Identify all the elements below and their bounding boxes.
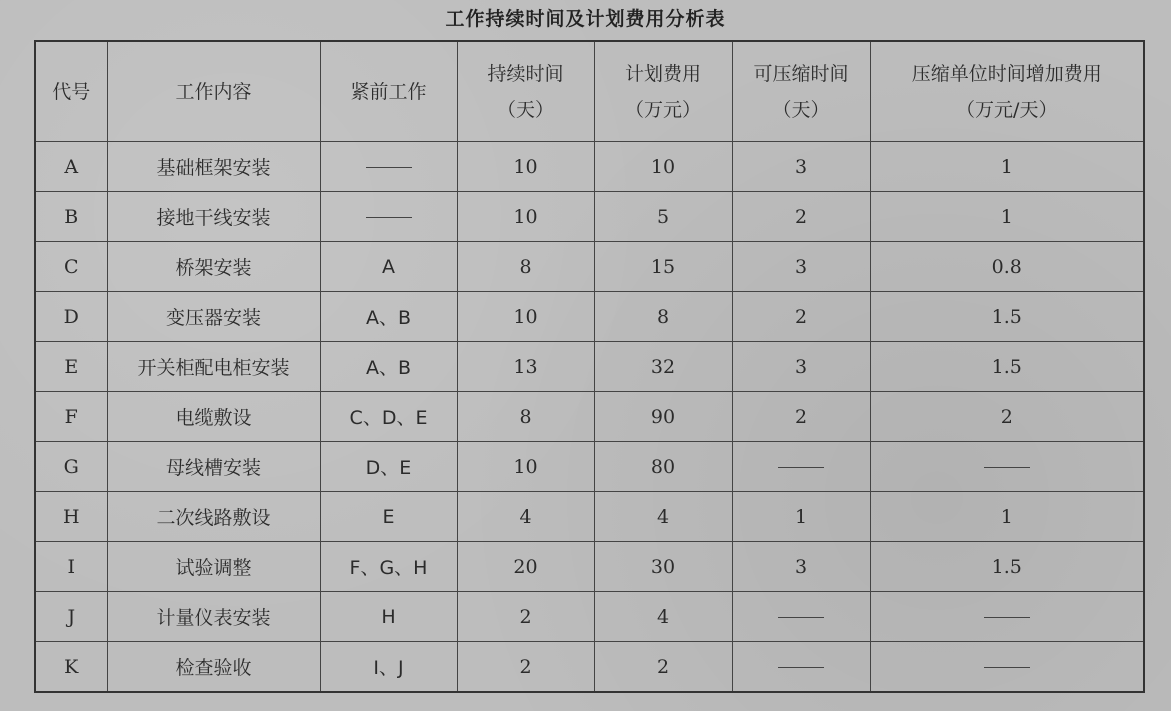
cell-compress-time [732, 492, 870, 542]
cell-cost [594, 592, 732, 642]
cell-duration-text: 4 [519, 505, 532, 528]
cell-compress-time-text: 3 [794, 555, 808, 578]
cell-unit-cost [870, 342, 1144, 392]
cell-duration [457, 292, 594, 342]
table-row [35, 392, 1144, 442]
cell-unit-cost [870, 392, 1144, 442]
cell-duration [457, 642, 594, 693]
cell-cost [594, 642, 732, 693]
cell-code-text: D [63, 305, 79, 328]
cell-cost-text: 10 [650, 155, 676, 178]
cell-code [35, 242, 107, 292]
cell-unit-cost [870, 492, 1144, 542]
cell-code-text: I [67, 555, 75, 578]
dash-line [778, 617, 824, 618]
cell-code-text: B [64, 205, 79, 228]
cell-predecessor [320, 242, 457, 292]
analysis-table [34, 40, 1145, 693]
cell-content-text: 二次线路敷设 [156, 507, 271, 529]
cell-predecessor-text: A、B [365, 307, 412, 329]
cell-duration-text: 8 [519, 405, 532, 428]
cell-predecessor [320, 292, 457, 342]
cell-code [35, 442, 107, 492]
cell-content-text: 基础框架安装 [156, 157, 271, 179]
cell-code-text: H [62, 505, 80, 528]
dash-line [366, 167, 412, 168]
cell-duration [457, 392, 594, 442]
cell-predecessor-text: C、D、E [349, 407, 428, 429]
table-row [35, 542, 1144, 592]
header-unit-cost: 压缩单位时间增加费用 （万元/天） [870, 41, 1144, 142]
header-predecessor: 紧前工作 [320, 41, 457, 142]
cell-duration [457, 542, 594, 592]
cell-code-text: A [64, 155, 79, 178]
cell-unit-cost-text: 1.5 [991, 305, 1022, 328]
cell-predecessor [320, 392, 457, 442]
cell-duration-text: 10 [513, 205, 538, 228]
table-row [35, 642, 1144, 693]
cell-duration-text: 13 [513, 355, 538, 378]
cell-content [107, 292, 320, 342]
cell-predecessor [320, 492, 457, 542]
cell-cost-text: 4 [656, 505, 670, 528]
cell-content-text: 检查验收 [175, 657, 252, 679]
table-row [35, 242, 1144, 292]
header-compress-time: 可压缩时间 （天） [732, 41, 870, 142]
cell-compress-time [732, 542, 870, 592]
cell-compress-time-text: 1 [794, 505, 808, 528]
cell-code-text: K [64, 655, 79, 678]
cell-unit-cost-text: 1 [1000, 205, 1013, 228]
cell-code-text: E [64, 355, 79, 378]
cell-unit-cost-text: 0.8 [991, 255, 1022, 278]
cell-content-text: 试验调整 [175, 557, 252, 579]
cell-content [107, 342, 320, 392]
cell-predecessor-text: A、B [365, 357, 412, 379]
cell-duration [457, 592, 594, 642]
cell-code [35, 342, 107, 392]
cell-code [35, 592, 107, 642]
cell-cost [594, 392, 732, 442]
cell-unit-cost-text: 2 [1000, 405, 1013, 428]
header-cost: 计划费用 （万元） [594, 41, 732, 142]
cell-content [107, 392, 320, 442]
cell-compress-time [732, 342, 870, 392]
dash-line [984, 667, 1030, 668]
cell-compress-time [732, 642, 870, 693]
cell-cost [594, 342, 732, 392]
cell-unit-cost [870, 242, 1144, 292]
cell-unit-cost [870, 442, 1144, 492]
cell-predecessor [320, 592, 457, 642]
cell-compress-time [732, 292, 870, 342]
cell-unit-cost [870, 292, 1144, 342]
cell-duration-text: 10 [513, 155, 538, 178]
cell-cost-text: 5 [656, 205, 670, 228]
table-row [35, 192, 1144, 242]
cell-content [107, 242, 320, 292]
cell-code [35, 392, 107, 442]
cell-compress-time-text: 2 [794, 405, 808, 428]
table-title: 工作持续时间及计划费用分析表 [445, 8, 726, 30]
cell-code [35, 542, 107, 592]
cell-cost-text: 2 [656, 655, 670, 678]
header-row [35, 41, 1144, 142]
cell-compress-time-text: 2 [794, 305, 808, 328]
cell-content [107, 592, 320, 642]
cell-code-text: F [64, 405, 78, 428]
cell-predecessor [320, 442, 457, 492]
cell-cost-text: 90 [650, 405, 676, 428]
table-row [35, 492, 1144, 542]
dash-line [778, 667, 824, 668]
cell-unit-cost-text: 1.5 [991, 555, 1022, 578]
cell-duration-text: 20 [513, 555, 538, 578]
cell-duration [457, 242, 594, 292]
cell-compress-time [732, 592, 870, 642]
table-body [35, 142, 1144, 693]
cell-unit-cost [870, 142, 1144, 192]
cell-content [107, 442, 320, 492]
table-row [35, 592, 1144, 642]
cell-cost-text: 15 [650, 255, 676, 278]
cell-compress-time-text: 3 [794, 255, 808, 278]
cell-compress-time-text: 2 [794, 205, 808, 228]
cell-unit-cost-text: 1 [1000, 155, 1013, 178]
table-row [35, 342, 1144, 392]
cell-predecessor [320, 642, 457, 693]
cell-predecessor [320, 192, 457, 242]
cell-cost [594, 192, 732, 242]
table-row [35, 292, 1144, 342]
cell-duration [457, 492, 594, 542]
cell-predecessor-text: D、E [365, 457, 412, 479]
cell-content-text: 电缆敷设 [175, 407, 252, 429]
cell-duration-text: 2 [519, 655, 532, 678]
cell-unit-cost-text: 1.5 [991, 355, 1022, 378]
cell-code [35, 492, 107, 542]
table-row [35, 142, 1144, 192]
cell-unit-cost [870, 192, 1144, 242]
cell-code [35, 292, 107, 342]
cell-cost-text: 80 [650, 455, 676, 478]
table-row [35, 442, 1144, 492]
cell-compress-time [732, 442, 870, 492]
dash-line [366, 217, 412, 218]
cell-duration-text: 10 [513, 455, 538, 478]
cell-cost [594, 142, 732, 192]
cell-cost-text: 4 [656, 605, 670, 628]
cell-duration-text: 8 [519, 255, 532, 278]
dash-line [778, 467, 824, 468]
dash-line [984, 617, 1030, 618]
cell-predecessor [320, 542, 457, 592]
cell-content-text: 变压器安装 [165, 307, 261, 329]
cell-content [107, 142, 320, 192]
cell-compress-time [732, 392, 870, 442]
cell-content-text: 桥架安装 [175, 257, 252, 279]
cell-duration-text: 10 [513, 305, 538, 328]
cell-content [107, 492, 320, 542]
cell-predecessor-text: F、G、H [349, 557, 428, 579]
cell-predecessor [320, 342, 457, 392]
cell-content-text: 开关柜配电柜安装 [137, 357, 290, 379]
cell-duration [457, 342, 594, 392]
cell-cost [594, 442, 732, 492]
cell-cost [594, 292, 732, 342]
cell-cost-text: 32 [650, 355, 676, 378]
cell-unit-cost [870, 592, 1144, 642]
cell-cost-text: 8 [656, 305, 670, 328]
cell-cost-text: 30 [650, 555, 676, 578]
cell-content [107, 192, 320, 242]
cell-predecessor-text: E [382, 505, 395, 528]
cell-duration [457, 142, 594, 192]
cell-unit-cost [870, 642, 1144, 693]
cell-code [35, 642, 107, 693]
cell-code [35, 142, 107, 192]
cell-predecessor-text: A [382, 255, 395, 278]
cell-compress-time [732, 192, 870, 242]
cell-predecessor [320, 142, 457, 192]
cell-unit-cost-text: 1 [1000, 505, 1013, 528]
cell-content [107, 542, 320, 592]
header-duration: 持续时间 （天） [457, 41, 594, 142]
cell-code-text: C [63, 255, 79, 278]
cell-predecessor-text: H [381, 605, 396, 628]
header-code: 代号 [35, 41, 107, 142]
cell-unit-cost [870, 542, 1144, 592]
cell-compress-time-text: 3 [794, 355, 808, 378]
cell-content [107, 642, 320, 693]
header-content: 工作内容 [107, 41, 320, 142]
cell-cost [594, 242, 732, 292]
cell-code-text: J [67, 605, 76, 628]
cell-compress-time [732, 242, 870, 292]
cell-cost [594, 492, 732, 542]
cell-duration [457, 192, 594, 242]
cell-code-text: G [63, 455, 79, 478]
cell-duration-text: 2 [519, 605, 532, 628]
cell-duration [457, 442, 594, 492]
cell-predecessor-text: I、J [373, 657, 404, 679]
cell-content-text: 接地干线安装 [156, 207, 271, 229]
cell-content-text: 计量仪表安装 [156, 607, 271, 629]
cell-code [35, 192, 107, 242]
cell-cost [594, 542, 732, 592]
cell-compress-time [732, 142, 870, 192]
cell-content-text: 母线槽安装 [165, 457, 261, 479]
dash-line [984, 467, 1030, 468]
cell-compress-time-text: 3 [794, 155, 808, 178]
